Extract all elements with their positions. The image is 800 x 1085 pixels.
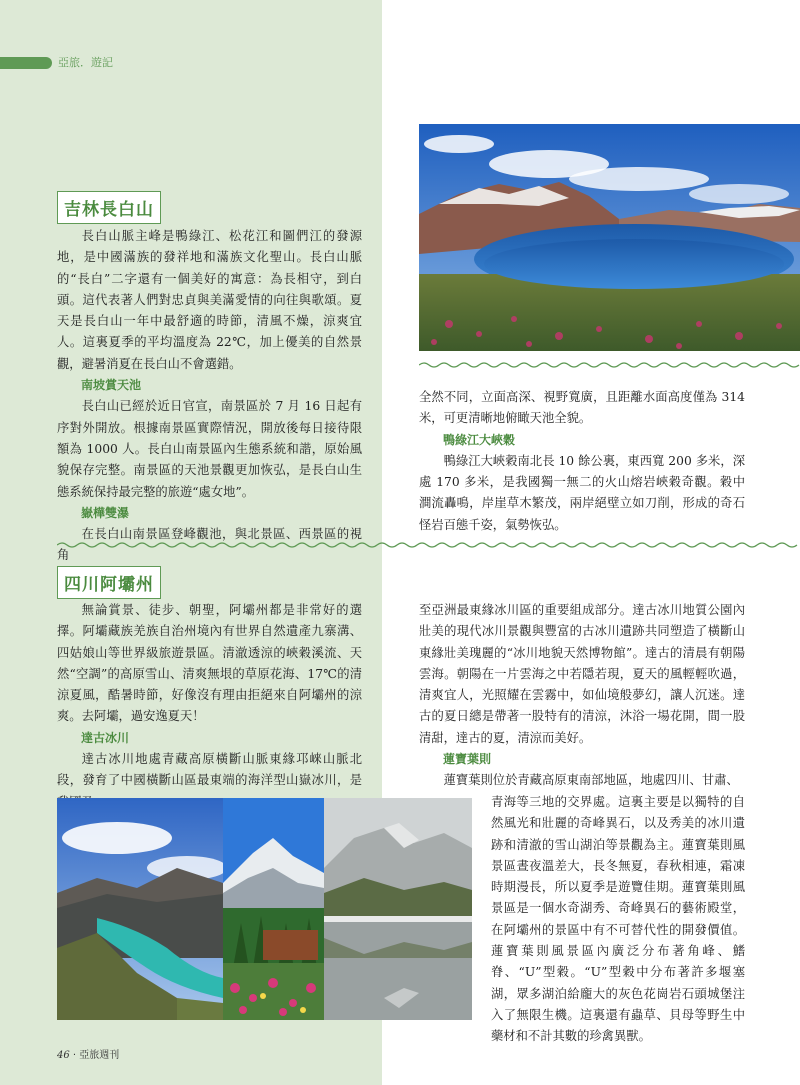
aba-left-column <box>57 600 362 813</box>
paragraph: 蓮寶葉則位於青藏高原東南部地區，地處四川、甘肅、 <box>443 773 739 788</box>
section-title-changbai: 吉林長白山 <box>57 191 161 224</box>
header-bar <box>0 57 40 69</box>
paragraph: 無論賞景、徒步、朝聖，阿壩州都是非常好的選擇。阿壩藏族羌族自治州境內有世界自然遺產九寨溝、四姑娘山等世界級旅遊景區。清澈透涼的峽穀溪流、天然“空調”的高原雪山、清爽無垠的草原花海、17℃的清涼夏風，酷暑時節，好像沒有理由拒絕來自阿壩州的涼爽。去阿壩，過安逸夏天！ <box>57 603 362 724</box>
subheading: 達古冰川 <box>81 730 130 745</box>
paragraph: 在長白山南景區登峰觀池，與北景區、西景區的視角 <box>57 527 362 563</box>
paragraph: 全然不同，立面高深、視野寬廣，且距離水面高度僅為 314 米，可更清晰地俯瞰天池全貌。 <box>419 390 745 426</box>
paragraph: 鴨綠江大峽穀南北長 10 餘公裏，東西寬 200 多米，深處 170 多米，是我國獨一無二的火山熔岩峽穀奇觀。穀中澗流轟鳴，岸崖草木繁茂，兩岸絕壁立如刀削，形成的奇石怪岩百態千姿，氣勢恢弘。 <box>419 453 745 532</box>
wavy-divider-middle <box>57 540 800 550</box>
misty-lake-photo <box>324 798 472 1020</box>
paragraph: 長白山已經於近日官宣，南景區於 7 月 16 日起有序對外開放。根據南景區實際情況，開放後每日接待限額為 1000 人。長白山南景區內生態系統和諧，原始風貌保存完整。南景區的天池景觀更加恢弘，是長白山生態系統保持最完整的旅遊“處女地”。 <box>57 399 362 499</box>
snow-peak-photo <box>223 798 324 1020</box>
section-title-aba: 四川阿壩州 <box>57 566 161 599</box>
paragraph: 至亞洲最東緣冰川區的重要組成部分。達古冰川地質公園內壯美的現代冰川景觀與豐富的古冰川遺跡共同塑造了橫斷山東緣壯美瑰麗的“冰川地貌天然博物館”。達古的清晨有朝陽雲海。朝陽在一片雲海之中若隱若現，夏天的風輕輕吹過，清爽宜人，光照耀在雲霧中，如仙境般夢幻，讓人沉迷。達古的夏日總是帶著一股特有的清涼，沐浴一場花開，間一股清甜，達古的夏，清涼而美好。 <box>419 603 745 745</box>
subheading: 南坡賞天池 <box>81 378 142 393</box>
page-footer <box>57 1046 119 1061</box>
subheading: 嶽樺雙瀑 <box>81 505 130 520</box>
paragraph: 達古冰川地處青藏高原橫斷山脈東緣邛崍山脈北段，發育了中國橫斷山區最東端的海洋型山嶽冰川，是 <box>57 752 362 788</box>
publication-name: 亞旅週刊 <box>79 1050 120 1061</box>
tianchi-photo <box>419 124 800 351</box>
header-label: 亞旅．遊記 <box>58 56 113 69</box>
wavy-divider-top <box>419 360 800 370</box>
subheading: 蓮寶葉則 <box>443 752 492 767</box>
changbai-right-column <box>419 387 745 536</box>
paragraph: 長白山脈主峰是鴨綠江、松花江和圖們江的發源地，是中國滿族的發祥地和滿族文化聖山。長白山脈的“長白”二字還有一個美好的寓意：為長相守，到白頭。這代表著人們對忠貞與美滿愛情的向往與歌頌。夏天是長白山一年中最舒適的時節，清風不燥，涼爽宜人。這裏夏季的平均溫度為 22℃，加上優美的自然景觀，避暑消夏在長白山不會選錯。 <box>57 229 362 371</box>
aba-wrap-column <box>491 792 745 1048</box>
subheading: 鴨綠江大峽穀 <box>443 432 516 447</box>
header-bar-cap <box>40 57 52 69</box>
paragraph: 青海等三地的交界處。這裏主要是以獨特的自然風光和壯麗的奇峰異石，以及秀美的冰川遺跡和清澈的雪山湖泊等景觀為主。蓮寶葉則風景區晝夜溫差大，長冬無夏，春秋相連，霜凍時期漫長，所以夏季是遊覽佳期。蓮寶葉則風景區是一個水奇湖秀、奇峰異石的藝術殿堂，在阿壩州的景區中有不可替代性的開發價值。蓮寶葉則風景區內廣泛分布著角峰、鰭脊、“U”型穀。“U”型穀中分布著許多堰塞湖，眾多湖泊給龐大的灰色花崗岩石頭城堡注入了無限生機。這裏還有蟲草、貝母等野生中藥材和不計其數的珍禽異獸。 <box>491 795 745 1044</box>
aba-right-column <box>419 600 745 792</box>
changbai-left-column <box>57 226 362 567</box>
footer-separator: · <box>72 1050 80 1061</box>
page-number: 46 <box>57 1050 70 1061</box>
turquoise-lake-photo <box>57 798 223 1020</box>
